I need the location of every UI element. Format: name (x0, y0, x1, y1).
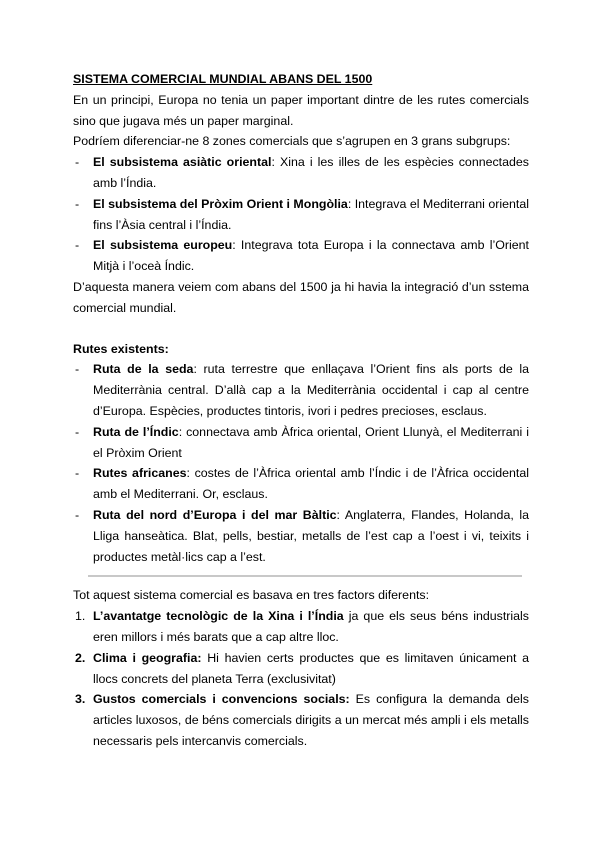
item-term: El subsistema asiàtic oriental (93, 155, 272, 170)
item-number: 2. (75, 650, 86, 665)
factors-intro: Tot aquest sistema comercial es basava en tres factors diferents: (73, 588, 430, 603)
item-text: : Integrava el Mediterrani oriental fins l’Àsia central i l’Índia. (93, 196, 529, 232)
bullet-marker: - (75, 466, 80, 481)
bullet-marker: - (75, 362, 80, 377)
item-term: Ruta del nord d’Europa i del mar Bàltic (93, 507, 337, 522)
item-term: L’avantatge tecnològic de la Xina i l’Índia (93, 609, 344, 624)
item-term: Rutes africanes (93, 466, 187, 481)
routes-heading: Rutes existents: (73, 341, 169, 356)
document-title: SISTEMA COMERCIAL MUNDIAL ABANS DEL 1500 (73, 72, 373, 86)
conclusion-paragraph: D’aquesta manera veiem com abans del 1500 ja hi havia la integració d’un sstema comercial mundial. (73, 279, 529, 315)
item-number: 1. (75, 609, 86, 624)
list-item (73, 359, 529, 421)
list-item (73, 152, 529, 194)
subsystems-list (73, 152, 529, 277)
list-item (73, 689, 529, 751)
bullet-marker: - (75, 424, 80, 439)
item-text: : ruta terrestre que enllaçava l’Orient fins als ports de la Mediterrània central. D’allà cap a la Mediterrània occidental i cap al centre d’Europa. Espècies, productes tintoris, ivori i pedres precioses, esclaus. (93, 362, 529, 418)
list-item (73, 648, 529, 690)
item-term: Clima i geografia: (93, 650, 202, 665)
item-text: : Anglaterra, Flandes, Holanda, la Lliga hanseàtica. Blat, pells, bestiar, metalls de l’est cap a l’oest i vi, teixits i productes metàl·lics cap a l’est. (93, 507, 530, 564)
intro-paragraph: En un principi, Europa no tenia un paper important dintre de les rutes comercials sino que jugava més un paper marginal. (73, 92, 529, 128)
list-item (73, 606, 529, 648)
bullet-marker: - (75, 507, 80, 522)
item-term: Ruta de l’Índic (93, 424, 179, 439)
item-number: 3. (75, 692, 86, 707)
horizontal-divider (88, 575, 522, 577)
bullet-marker: - (75, 196, 80, 211)
list-item (73, 194, 529, 236)
bullet-marker: - (75, 238, 80, 253)
routes-list (73, 359, 529, 567)
item-text: : Xina i les illes de les espècies connectades amb l’Índia. (93, 155, 529, 190)
item-text: ja que els seus béns industrials eren millors i més barats que a cap altre lloc. (93, 609, 529, 644)
item-text: Hi havien certs productes que es limitaven únicament a llocs concrets del planeta Terra (exclusivitat) (93, 650, 530, 686)
zones-intro: Podríem diferenciar-ne 8 zones comercials que s’agrupen en 3 grans subgrups: (73, 134, 511, 149)
item-text: : Integrava tota Europa i la connectava amb l’Orient Mitjà i l’oceà Índic. (93, 238, 530, 274)
item-text: Es configura la demanda dels articles luxosos, de béns comercials dirigits a un mercat més ampli i els metalls necessaris pels intercanvis comercials. (93, 692, 529, 748)
spacer (73, 319, 529, 339)
factors-list (73, 606, 529, 752)
item-term: El subsistema europeu (93, 238, 233, 253)
list-item (73, 505, 529, 567)
item-term: Ruta de la seda (93, 362, 194, 377)
document-body (73, 69, 529, 752)
item-term: Gustos comercials i convencions socials: (93, 692, 350, 707)
list-item (73, 422, 529, 464)
item-text: : connectava amb Àfrica oriental, Orient Llunyà, el Mediterrani i el Pròxim Orient (93, 424, 529, 460)
list-item (73, 235, 529, 277)
item-term: El subsistema del Pròxim Orient i Mongòlia (93, 196, 348, 211)
bullet-marker: - (75, 155, 80, 170)
list-item (73, 463, 529, 505)
item-text: : costes de l’Àfrica oriental amb l’Índic i de l’Àfrica occidental amb el Mediterrani. Or, esclaus. (93, 466, 529, 502)
